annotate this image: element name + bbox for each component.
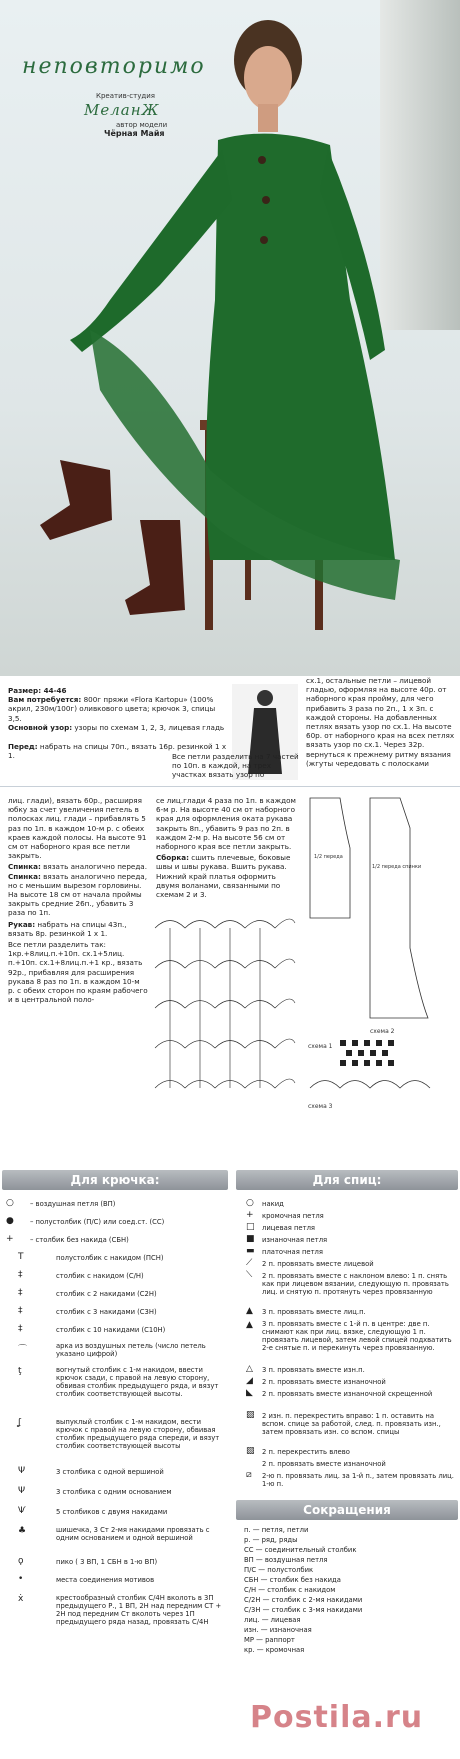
top-column-1 — [8, 686, 228, 760]
crochet-header: Для крючка: — [2, 1170, 228, 1190]
k2tog-icon: ⟋ — [246, 1258, 253, 1268]
bobble-icon: ♣ — [18, 1526, 27, 1536]
back2-label: Спинка: — [8, 871, 41, 881]
scheme2-label: схема 2 — [370, 1028, 395, 1035]
abbr-item: С/Н — столбик с накидом — [244, 1586, 336, 1594]
pattern-label: Основной узор: — [8, 722, 73, 732]
chain-arch-icon: ⌒ — [18, 1345, 28, 1355]
crochet-item: – столбик без накида (СБН) — [30, 1236, 129, 1244]
crochet-item: выпуклый столбик с 1-м накидом, вести крючок с правой на левую сторону, обвивая столбик предыдущего ряда спереди, и вязут столбик соответствующей высоты — [56, 1418, 220, 1450]
label-half-back: 1/2 переда спинки — [372, 864, 422, 870]
abbr-item: лиц. — лицевая — [244, 1616, 301, 1624]
ssk-icon: ⟍ — [246, 1270, 253, 1280]
abbr-item: СБН — столбик без накида — [244, 1576, 341, 1584]
back-post-icon: ţ — [18, 1366, 22, 1376]
purl-stitch-icon: ■ — [246, 1234, 255, 1244]
crochet-item: 3 столбика с одним основанием — [56, 1488, 172, 1496]
cluster-top-icon: Ψ — [18, 1466, 26, 1476]
crochet-item: столбик с 2 накидами (С2Н) — [56, 1290, 157, 1298]
divider — [0, 786, 460, 787]
col2-top-text: Все петли разделить на 7 частей по 10п. в каждой, на трех участках вязать узор по — [172, 752, 299, 780]
crochet-chart — [150, 908, 300, 1108]
sleeve-text: набрать на спицы 43п., вязать 8р. резинкой 1 х 1. — [8, 919, 127, 938]
knit-item: накид — [262, 1200, 284, 1208]
crochet-item: столбик с накидом (С/Н) — [56, 1272, 144, 1280]
pattern-text: узоры по схемам 1, 2, 3, лицевая гладь — [74, 722, 225, 732]
studio-label: Креатив-студия — [96, 92, 155, 100]
abbr-item: ВП — воздушная петля — [244, 1556, 328, 1564]
centered-dec-icon: ▲ — [246, 1320, 253, 1330]
knit-item: 2 п. провязать вместе изнаночной скрещенной — [262, 1390, 433, 1398]
knit-item: 3 п. провязать вместе изн.п. — [262, 1366, 365, 1374]
abbr-item: С/3Н — столбик с 3-мя накидами — [244, 1606, 363, 1614]
crochet-item: столбик с 10 накидами (С10Н) — [56, 1326, 166, 1334]
legend-section — [0, 1170, 460, 1759]
scheme3-label: схема 3 — [308, 1103, 333, 1110]
garment-schematic — [300, 788, 460, 1128]
shell-icon: Ѱ — [18, 1506, 26, 1516]
single-crochet-icon: + — [6, 1234, 14, 1244]
top-column-3 — [306, 676, 456, 768]
knit-header: Для спиц: — [236, 1170, 458, 1190]
front-text: набрать на спицы 70п., вязать 16р. резинкой 1 х 1. — [8, 742, 227, 761]
p2tog-icon: ◢ — [246, 1376, 253, 1386]
cross-stitch-icon: ẋ — [18, 1594, 24, 1604]
abbr-item: изн. — изнаночная — [244, 1626, 312, 1634]
crochet-item: вогнутый столбик с 1-м накидом, ввести крючок сзади, с правой на левую сторону, обвивая столбик предыдущего ряда, и вязут столбик соответствующей высоты. — [56, 1366, 219, 1398]
assembly-text: сшить плечевые, боковые швы и швы рукава. Вшить рукава. Нижний край платья оформить двумя воланами, связанными по схемам 2 и 3. — [156, 853, 291, 900]
pattern-description — [0, 676, 460, 1136]
author-label: автор модели — [116, 121, 168, 129]
assembly-label: Сборка: — [156, 853, 189, 863]
knit-item: платочная петля — [262, 1248, 323, 1256]
studio-name: МеланЖ — [84, 101, 160, 119]
double-crochet-icon: ‡ — [18, 1270, 23, 1280]
triple-treble-icon: ‡ — [18, 1306, 23, 1316]
chain-icon: ○ — [6, 1198, 14, 1208]
back-text: вязать аналогично переда. — [43, 862, 147, 872]
knit-item: 3 п. провязать вместе лиц.п. — [262, 1308, 366, 1316]
crochet-item: места соединения мотивов — [56, 1576, 155, 1584]
crochet-item: 3 столбика с одной вершиной — [56, 1468, 164, 1476]
size-line: Размер: 44-46 — [8, 686, 67, 695]
abbr-item: С/2Н — столбик с 2-мя накидами — [244, 1596, 363, 1604]
watermark: Postila.ru — [250, 1700, 424, 1735]
crochet-item: 5 столбиков с двумя накидами — [56, 1508, 168, 1516]
mid-column-1 — [8, 796, 148, 1004]
col3-top-text: сх.1, остальные петли – лицевой гладью, оформляя на высоте 40р. от наборного края пройму, для чего прибавить 3 раза по 2п., 1 х 3п. с каждой стороны. На добавленных петлях вязать узор по сх.1. На высоте 60р. от наборного края на всех петлях вязать узор по сх.1. Через 32р. вернуться к прежнему ритму вязания (жгуты чередовать с полосками — [306, 676, 455, 768]
k3tog-icon: ▲ — [246, 1306, 253, 1316]
back-label: Спинка: — [8, 862, 41, 872]
knit-item: кромочная петля — [262, 1212, 324, 1220]
knit-item: 2-ю п. провязать лиц. за 1-й п., затем провязать лиц. 1-ю п. — [262, 1472, 454, 1488]
knit-item: изнаночная петля — [262, 1236, 328, 1244]
knit-item: 2 п. перекрестить влево — [262, 1448, 350, 1456]
label-half-front: 1/2 переда — [314, 854, 343, 860]
knit-item: 3 п. провязать вместе с 1-й п. в центре: две п. снимают как при лиц. вязке, следующую 1 п. провязать лицевой, затем левой спицей подхватить 2-е снятые п. и перекинуть через провязанную. — [262, 1320, 452, 1352]
crochet-item: полустолбик с накидом (ПСН) — [56, 1254, 164, 1262]
garter-stitch-icon: ▬ — [246, 1246, 255, 1256]
picot-icon: ϙ — [18, 1556, 24, 1566]
p3tog-icon: △ — [246, 1364, 253, 1374]
front-label: Перед: — [8, 742, 38, 752]
abbr-item: П/С — полустолбик — [244, 1566, 314, 1574]
abbr-item: р. — ряд, ряды — [244, 1536, 298, 1544]
front-post-icon: ʆ — [18, 1418, 22, 1428]
top-column-2 — [172, 752, 300, 780]
abbr-item: СС — соединительный столбик — [244, 1546, 357, 1554]
edge-stitch-icon: + — [246, 1210, 254, 1220]
knit-item: 2 изн. п. перекрестить вправо: 1 п. оставить на вспом. спице за работой, след. п. провязать изн., затем провязать изн. со вспом. спицы — [262, 1412, 441, 1436]
materials-label: Вам потребуется: — [8, 695, 82, 705]
abbr-item: кр. — кромочная — [244, 1646, 305, 1654]
cross-right-icon: ▨ — [246, 1410, 255, 1420]
mid-col2-text: се лиц.глади 4 раза по 1п. в каждом 6-м р. На высоте 40 см от наборного края для оформления оката рукава закрыть 8п., убавить 9 раз по 2п. в каждом 2-м р. На высоте 56 см от наборного края все петли закрыть. — [156, 796, 296, 852]
brand-title: неповторимо — [22, 54, 206, 79]
cross-left-icon: ▧ — [246, 1446, 255, 1456]
sleeve-text-2: Все петли разделить так: 1кр.+8лиц.п.+10п. сх.1+5лиц. п.+10п. сх.1+8лиц.п.+1 кр., вязать 92р., прибавляя для расширения рукава 8 раз по 1п. в каждом 10-м р. с обеих сторон по краям рабочего и в центральной поло- — [8, 940, 148, 1005]
knit-item: 2 п. провязать вместе с наклоном влево: 1 п. снять как при лицевом вязании, следующую п. провязать лиц. и снятую п. протянуть через провязанную — [262, 1272, 449, 1296]
abbr-item: п. — петля, петли — [244, 1526, 309, 1534]
scheme1-label: схема 1 — [308, 1043, 333, 1050]
mid-column-2 — [156, 796, 296, 899]
twist-icon: ⧄ — [246, 1470, 252, 1480]
back2-text: вязать аналогично переда, но с меньшим вырезом горловины. На высоте 18 см от начала проймы закрыть средние 26п., убавить 3 раза по 1п. — [8, 871, 147, 918]
knit-item: 2 п. провязать вместе лицевой — [262, 1260, 374, 1268]
ten-yo-stitch-icon: ‡ — [18, 1324, 23, 1334]
crochet-item: арка из воздушных петель (число петель указано цифрой) — [56, 1342, 206, 1358]
abbr-header: Сокращения — [236, 1500, 458, 1520]
dress-illustration — [0, 0, 460, 676]
cluster-base-icon: Ψ — [18, 1486, 26, 1496]
mid-col1-text: лиц. глади), вязать 60р., расширяя юбку за счет увеличения петель в полосках лиц. глади – прибавлять 5 раз по 1п. в каждом 10-м р. с обеих краев каждой полосы. На высоте 91 см от наборного края все петли закрыть. — [8, 796, 147, 861]
author-name: Чёрная Майя — [104, 129, 165, 138]
materials-text: 800г пряжи «Flora Kartopu» (100% акрил, 230м/100г) оливкового цвета; крючок 3, спицы 3,5. — [8, 695, 216, 723]
yarn-over-icon: ○ — [246, 1198, 254, 1208]
crochet-item: пико ( 3 ВП, 1 СБН в 1-ю ВП) — [56, 1558, 158, 1566]
join-icon: • — [18, 1574, 24, 1584]
knit-stitch-icon: □ — [246, 1222, 255, 1232]
model-photo — [0, 0, 460, 676]
crochet-item: крестообразный столбик С/4Н вколоть в 3П предыдущего Р., 1 ВП, 2Н над передним СТ + 2Н под передним Ст вколоть через 1П предыдущего ряда назад, провязать С/4Н — [56, 1594, 222, 1626]
abbr-item: МР — раппорт — [244, 1636, 295, 1644]
knit-item: 2 п. провязать вместе изнаночной — [262, 1460, 386, 1468]
sleeve-label: Рукав: — [8, 919, 36, 929]
crochet-item: – полустолбик (П/С) или соед.ст. (СС) — [30, 1218, 165, 1226]
crochet-item: шишечка, 3 Ст 2-мя накидами провязать с одним основанием и одной вершиной — [56, 1526, 210, 1542]
half-double-icon: T — [18, 1252, 24, 1262]
crochet-item: столбик с 3 накидами (С3Н) — [56, 1308, 157, 1316]
p2tog-tbl-icon: ◣ — [246, 1388, 253, 1398]
treble-crochet-icon: ‡ — [18, 1288, 23, 1298]
knit-item: 2 п. провязать вместе изнаночной — [262, 1378, 386, 1386]
slip-stitch-icon: ● — [6, 1216, 14, 1226]
knit-item: лицевая петля — [262, 1224, 316, 1232]
crochet-item: – воздушная петля (ВП) — [30, 1200, 116, 1208]
